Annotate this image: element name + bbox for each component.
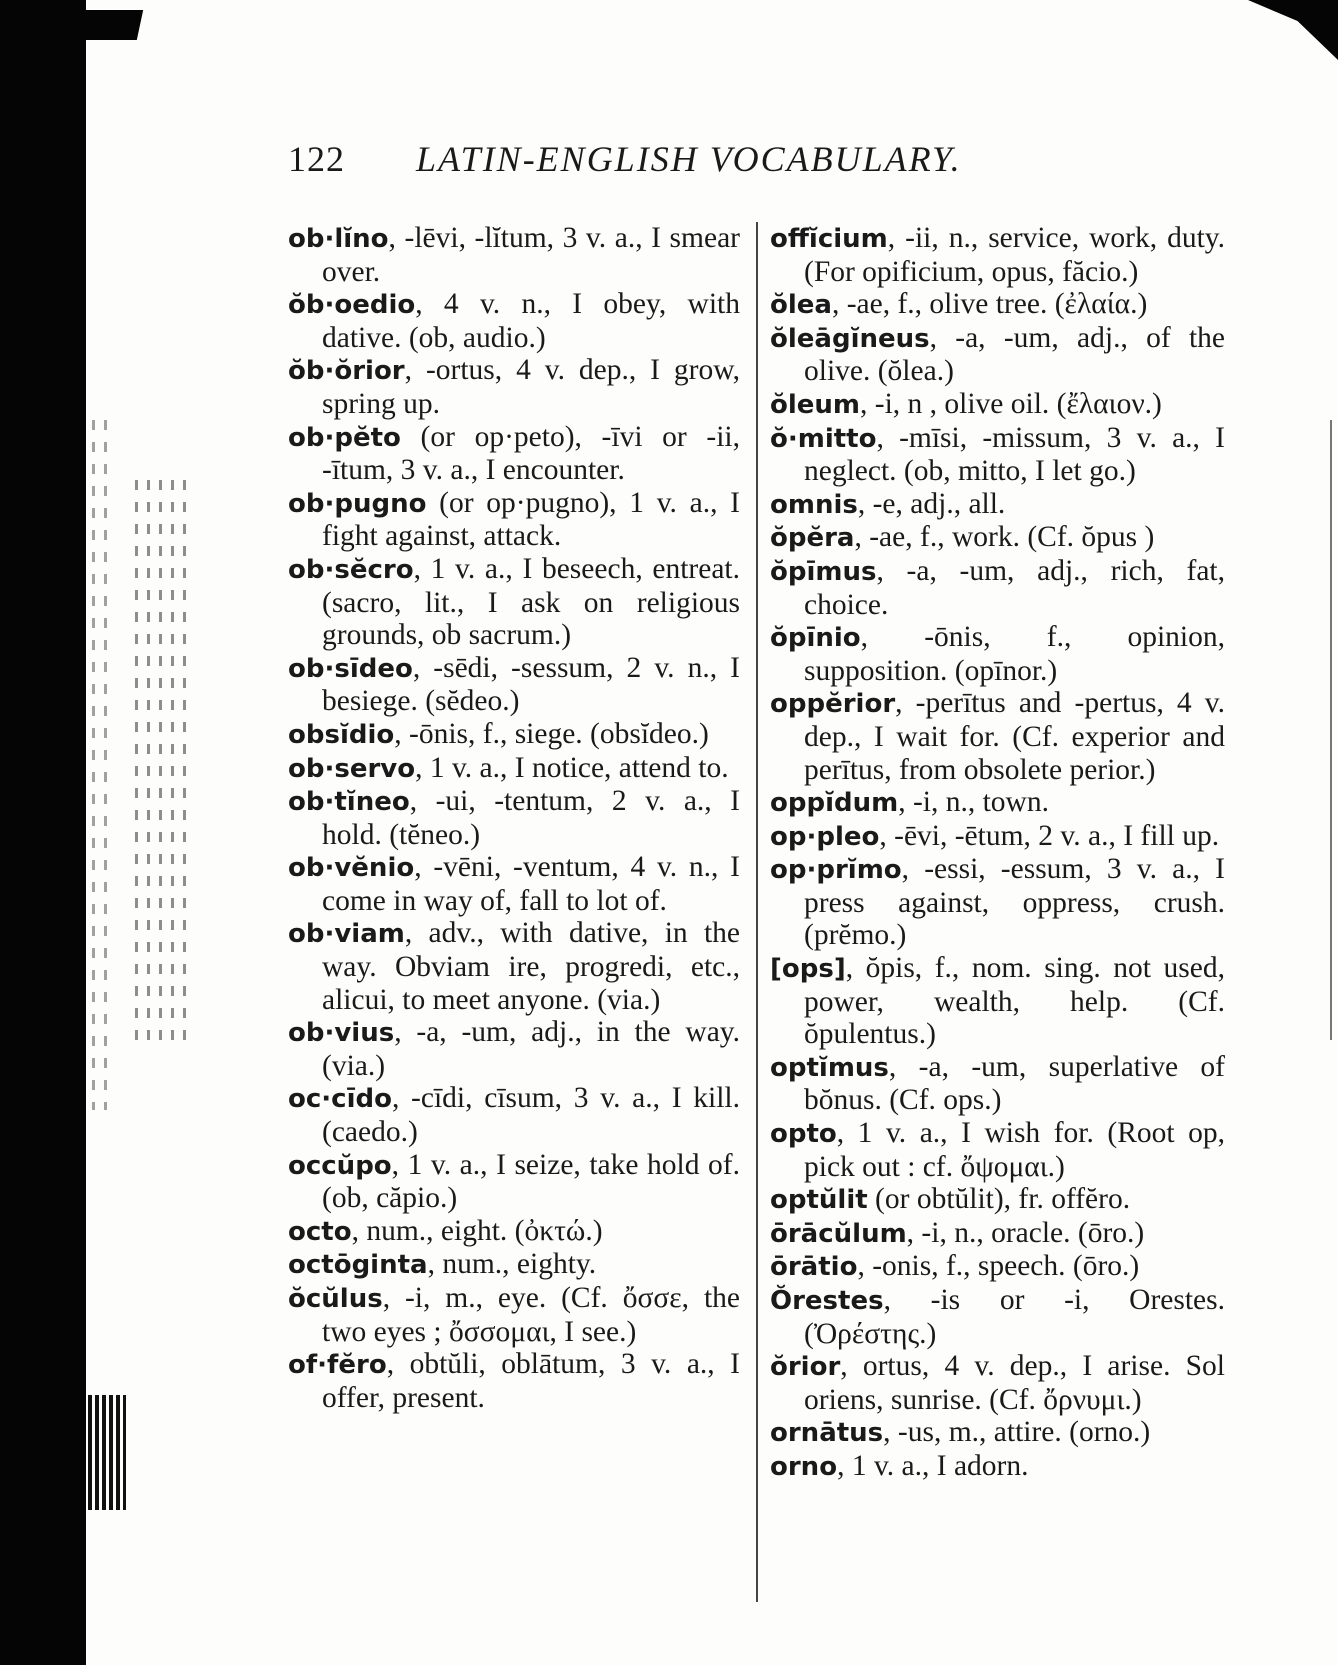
headword: ob·servo	[288, 753, 416, 784]
headword: op·prĭmo	[770, 855, 902, 886]
definition: , -ortus, 4 v. dep., I grow, spring up.	[322, 354, 740, 420]
dictionary-entry	[288, 487, 740, 553]
definition: , -a, -um, adj., in the way. (via.)	[322, 1016, 740, 1082]
dictionary-entry	[770, 621, 1225, 687]
dictionary-entry	[288, 222, 740, 288]
definition: , -lēvi, -lĭtum, 3 v. a., I smear over.	[322, 222, 740, 288]
definition: , -i, n., oracle. (ōro.)	[906, 1216, 1145, 1249]
dictionary-entry	[770, 422, 1225, 488]
headword: ob·sĕcro	[288, 554, 414, 585]
definition: , num., eighty.	[427, 1248, 597, 1281]
definition: , 1 v. a., I seize, take hold of. (ob, căpio.)	[322, 1148, 740, 1215]
definition: , -e, adj., all.	[857, 487, 1006, 520]
definition: , 1 v. a., I adorn.	[837, 1449, 1029, 1482]
bleed-through-block	[88, 1395, 126, 1510]
headword: opto	[770, 1119, 837, 1150]
page-title: LATIN-ENGLISH VOCABULARY.	[416, 139, 962, 179]
dictionary-entry	[288, 1082, 740, 1148]
headword: octo	[288, 1216, 352, 1247]
headword: ŏpīnio	[770, 623, 861, 654]
dictionary-entry	[770, 1217, 1225, 1251]
headword: ŏ·mitto	[770, 423, 877, 454]
definition: , -essi, -essum, 3 v. a., I press against, oppress, crush. (prĕmo.)	[804, 853, 1225, 952]
dictionary-entry	[770, 1416, 1225, 1450]
dictionary-entry	[288, 288, 740, 354]
definition: , -ui, -tentum, 2 v. a., I hold. (tĕneo.)	[322, 785, 740, 851]
definition: (or op·pugno), 1 v. a., I fight against, attack.	[322, 486, 740, 553]
definition: , -sēdi, -sessum, 2 v. n., I besiege. (sĕdeo.)	[322, 651, 740, 718]
dictionary-entry	[770, 488, 1225, 522]
column-divider	[756, 222, 758, 1602]
definition: , -is or -i, Orestes. (Ὀρέστης.)	[804, 1284, 1225, 1350]
dictionary-entry	[288, 851, 740, 917]
dictionary-entry	[770, 555, 1225, 621]
dictionary-entry	[770, 1350, 1225, 1416]
headword: Ŏrestes	[770, 1286, 884, 1316]
headword: ob·viam	[288, 919, 405, 950]
headword: ob·lĭno	[288, 224, 389, 254]
definition: , -ōnis, f., opinion, supposition. (opīnor.)	[804, 621, 1225, 687]
definition: , adv., with dative, in the way. Obviam ire, progredi, etc., alicui, to meet anyone. (via.)	[322, 917, 740, 1016]
headword: optĭmus	[770, 1052, 889, 1083]
headword: ob·vĕnio	[288, 853, 415, 884]
definition: , -i, m., eye. (Cf. ὄσσε, the two eyes ; ὄσσομαι, I see.)	[322, 1282, 740, 1348]
spine-top-edge	[57, 10, 143, 40]
left-column	[288, 222, 740, 1414]
dictionary-entry	[770, 1284, 1225, 1350]
dictionary-entry	[288, 421, 740, 487]
dictionary-entry	[288, 354, 740, 420]
dictionary-entry	[770, 687, 1225, 786]
page-number: 122	[288, 139, 345, 179]
definition: , 1 v. a., I notice, attend to.	[415, 751, 729, 784]
headword: ob·pugno	[288, 488, 427, 519]
dictionary-entry	[288, 1215, 740, 1249]
dictionary-entry	[288, 1348, 740, 1414]
headword: ōrācŭlum	[770, 1218, 907, 1249]
definition: , -ae, f., work. (Cf. ŏpus )	[854, 521, 1155, 554]
headword: oc·cīdo	[288, 1084, 392, 1115]
definition: , -a, -um, adj., of the olive. (ŏlea.)	[804, 321, 1225, 388]
definition: , obtŭli, oblātum, 3 v. a., I offer, present.	[322, 1348, 740, 1414]
dictionary-entry	[288, 718, 740, 752]
bleed-through-marks-edge	[92, 420, 116, 1110]
dictionary-entry	[770, 322, 1225, 388]
dictionary-entry	[288, 917, 740, 1016]
headword: op·pleo	[770, 821, 880, 852]
headword: ŏrior	[770, 1352, 841, 1383]
headword: obsĭdio	[288, 719, 395, 750]
right-column	[770, 222, 1225, 1484]
dictionary-entry	[288, 785, 740, 851]
dictionary-entry	[770, 388, 1225, 422]
headword: ŏleum	[770, 389, 861, 420]
headword: ŏpīmus	[770, 556, 877, 587]
headword: ŏlea	[770, 290, 832, 321]
headword: ob·pĕto	[288, 422, 401, 453]
headword: omnis	[770, 489, 858, 520]
headword: occŭpo	[288, 1150, 392, 1181]
definition: , -onis, f., speech. (ōro.)	[857, 1250, 1140, 1283]
headword: of·fĕro	[288, 1350, 387, 1381]
definition: (or op·peto), -īvi or -ii, -ītum, 3 v. a., I encounter.	[322, 420, 740, 487]
dictionary-entry	[770, 222, 1225, 288]
headword: [ops]	[770, 954, 846, 985]
definition: , -ae, f., olive tree. (ἐλαία.)	[831, 288, 1148, 321]
dictionary-entry	[288, 752, 740, 786]
definition: , -perītus and -pertus, 4 v. dep., I wait for. (Cf. experior and perītus, from obsolete perior.)	[804, 687, 1225, 786]
definition: , 1 v. a., I wish for. (Root op, pick out : cf. ὄψομαι.)	[804, 1117, 1225, 1183]
definition: , ortus, 4 v. dep., I arise. Sol oriens, sunrise. (Cf. ὄρνυμι.)	[804, 1350, 1225, 1416]
definition: , -ōnis, f., siege. (obsĭdeo.)	[394, 717, 709, 750]
headword: ŏb·oedio	[288, 290, 416, 321]
definition: (or obtŭlit), fr. offĕro.	[867, 1183, 1131, 1216]
dictionary-entry	[288, 1248, 740, 1282]
headword: optŭlit	[770, 1185, 868, 1216]
definition: , -i, n , olive oil. (ἔλαιον.)	[860, 387, 1162, 420]
dictionary-entry	[288, 1282, 740, 1348]
dictionary-entry	[288, 553, 740, 652]
headword: ŏleāgĭneus	[770, 323, 930, 354]
page-header	[288, 138, 1088, 180]
dictionary-entry	[770, 952, 1225, 1051]
definition: , -us, m., attire. (orno.)	[883, 1416, 1151, 1449]
bleed-through-marks	[135, 480, 195, 1040]
dictionary-entry	[770, 1183, 1225, 1217]
headword: ŏpĕra	[770, 523, 855, 554]
headword: ob·vius	[288, 1018, 395, 1049]
headword: orno	[770, 1451, 838, 1482]
dictionary-entry	[770, 1117, 1225, 1183]
definition: , num., eight. (ὀκτώ.)	[351, 1214, 603, 1247]
dictionary-entry	[288, 1016, 740, 1082]
dictionary-entry	[770, 786, 1225, 820]
headword: offĭcium	[770, 224, 888, 254]
dictionary-entry	[770, 820, 1225, 854]
headword: ŏcŭlus	[288, 1284, 383, 1314]
headword: octōginta	[288, 1250, 428, 1281]
definition: , -a, -um, adj., rich, fat, choice.	[804, 554, 1225, 621]
definition: , -a, -um, superlative of bŏnus. (Cf. ops.)	[804, 1050, 1225, 1117]
dictionary-entry	[770, 1051, 1225, 1117]
headword: ōrātio	[770, 1252, 858, 1283]
headword: ornātus	[770, 1418, 884, 1449]
definition: , 4 v. n., I obey, with dative. (ob, audio.)	[322, 288, 740, 354]
definition: , -ēvi, -ētum, 2 v. a., I fill up.	[879, 819, 1220, 852]
page-corner-shadow	[1248, 0, 1338, 60]
definition: , ŏpis, f., nom. sing. not used, power, wealth, help. (Cf. ŏpulentus.)	[804, 952, 1225, 1051]
definition: , -ii, n., service, work, duty. (For opificium, opus, făcio.)	[804, 222, 1225, 288]
dictionary-entry	[288, 1149, 740, 1215]
headword: oppĕrior	[770, 689, 896, 720]
headword: oppĭdum	[770, 788, 899, 819]
book-spine-shadow	[0, 0, 86, 1665]
dictionary-entry	[770, 1250, 1225, 1284]
headword: ob·sīdeo	[288, 653, 413, 684]
definition: , -cīdi, cīsum, 3 v. a., I kill. (caedo.)	[322, 1082, 740, 1149]
dictionary-entry	[770, 521, 1225, 555]
dictionary-entry	[770, 288, 1225, 322]
headword: ŏb·ŏrior	[288, 356, 405, 387]
definition: , -i, n., town.	[898, 786, 1049, 819]
dictionary-entry	[288, 652, 740, 718]
definition: , -vēni, -ventum, 4 v. n., I come in way of, fall to lot of.	[322, 851, 740, 917]
right-edge-line	[1330, 420, 1332, 1040]
dictionary-entry	[770, 1450, 1225, 1484]
headword: ob·tĭneo	[288, 787, 410, 818]
dictionary-entry	[770, 853, 1225, 952]
definition: , 1 v. a., I beseech, entreat. (sacro, lit., I ask on religious grounds, ob sacrum.)	[322, 552, 740, 652]
definition: , -mīsi, -missum, 3 v. a., I neglect. (ob, mitto, I let go.)	[804, 421, 1225, 488]
